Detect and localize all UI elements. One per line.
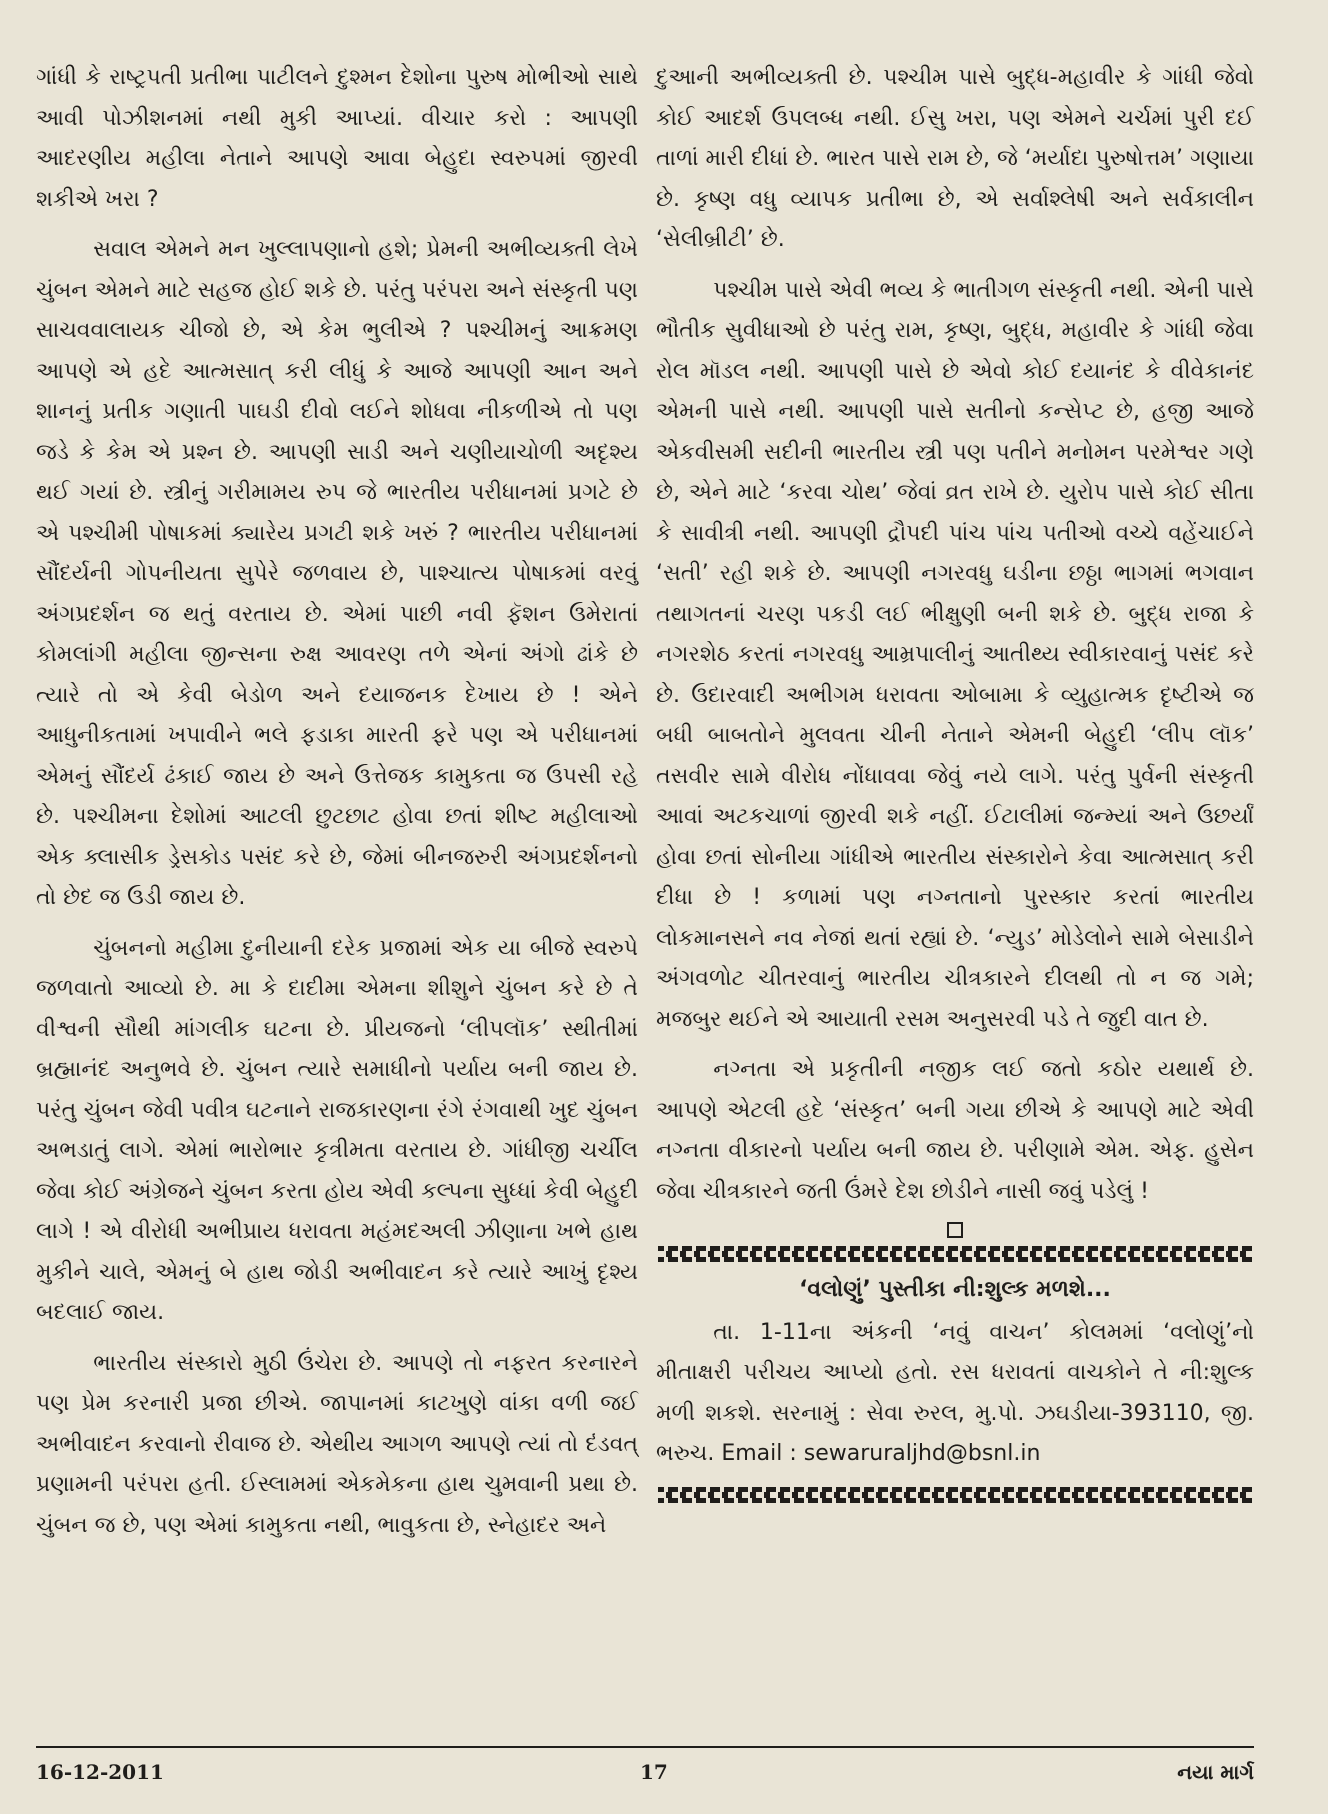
page-number: 17 [640, 1760, 668, 1784]
issue-date: 16-12-2011 [36, 1760, 164, 1784]
right-column [656, 58, 1254, 1503]
paragraph: સવાલ એમને મન ખુલ્લાપણાનો હશે; પ્રેમની અભીવ્યક્તી લેખે ચુંબન એમને માટે સહજ હોઈ શકે છે. પરંતુ પરંપરા અને સંસ્કૃતી પણ સાચવવાલાયક ચીજો છે, એ કેમ ભુલીએ ? પશ્ચીમનું આક્રમણ આપણે એ હદે આત્મસાત્ કરી લીધું કે આજે આપણી આન અને શાનનું પ્રતીક ગણાતી પાઘડી દીવો લઈને શોધવા નીકળીએ તો પણ જડે કે કેમ એ પ્રશ્ન છે. આપણી સાડી અને ચણીયાચોળી અદૃશ્ય થઈ ગયાં છે. સ્ત્રીનું ગરીમામય રુપ જે ભારતીય પરીધાનમાં પ્રગટે છે એ પશ્ચીમી પોષાકમાં ક્યારેય પ્રગટી શકે ખરું ? ભારતીય પરીધાનમાં સૌંદર્યની ગોપનીયતા સુપેરે જળવાય છે, પાશ્ચાત્ય પોષાકમાં વરવું અંગપ્રદર્શન જ થતું વરતાય છે. એમાં પાછી નવી ફૅશન ઉમેરાતાં કોમલાંગી મહીલા જીન્સના રુક્ષ આવરણ તળે એનાં અંગો ઢાંકે છે ત્યારે તો એ કેવી બેડોળ અને દયાજનક દેખાય છે ! એને આધુનીકતામાં ખપાવીને ભલે ફડાકા મારતી ફરે પણ એ પરીધાનમાં એમનું સૌંદર્ય ઢંકાઈ જાય છે અને ઉત્તેજક કામુકતા જ ઉપસી રહે છે. પશ્ચીમના દેશોમાં આટલી છુટછાટ હોવા છતાં શીષ્ટ મહીલાઓ એક ક્લાસીક ડ્રેસકોડ પસંદ કરે છે, જેમાં બીનજરુરી અંગપ્રદર્શનનો તો છેદ જ ઉડી જાય છે. [36, 237, 638, 910]
paragraph: નગ્નતા એ પ્રકૃતીની નજીક લઈ જતો કઠોર યથાર્થ છે. આપણે એટલી હદે ‘સંસ્કૃત’ બની ગયા છીએ કે આપણે માટે એવી નગ્નતા વીકારનો પર્યાય બની જાય છે. પરીણામે એમ. એફ. હુસેન જેવા ચીત્રકારને જતી ઉંમરે દેશ છોડીને નાસી જવું પડેલું ! [656, 1057, 1254, 1204]
paragraph: દુઆની અભીવ્યક્તી છે. પશ્ચીમ પાસે બુદ્ધ-મહાવીર કે ગાંધી જેવો કોઈ આદર્શ ઉપલબ્ધ નથી. ઈસુ ખરા, પણ એમને ચર્ચમાં પુરી દઈ તાળાં મારી દીધાં છે. ભારત પાસે રામ છે, જે ‘મર્યાદા પુરુષોત્તમ’ ગણાયા છે. કૃષ્ણ વધુ વ્યાપક પ્રતીભા છે, એ સર્વાશ્લેષી અને સર્વકાલીન ‘સેલીબ્રીટી’ છે. [656, 65, 1254, 252]
divider-strip [658, 1246, 1252, 1262]
footer-rule [36, 1746, 1254, 1748]
notice-title: ‘વલોણું’ પુસ્તીકા ની:શુલ્ક મળશે... [799, 1277, 1111, 1302]
divider-strip [658, 1487, 1252, 1503]
left-column [36, 58, 638, 1556]
paragraph: ભારતીય સંસ્કારો મુઠી ઉંચેરા છે. આપણે તો નફરત કરનારને પણ પ્રેમ કરનારી પ્રજા છીએ. જાપાનમાં કાટખુણે વાંકા વળી જઈ અભીવાદન કરવાનો રીવાજ છે. એથીય આગળ આપણે ત્યાં તો દંડવત્ પ્રણામની પરંપરા હતી. ઈસ્લામમાં એકમેકના હાથ ચુમવાની પ્રથા છે. ચુંબન જ છે, પણ એમાં કામુકતા નથી, ભાવુકતા છે, સ્નેહાદર અને [36, 1350, 638, 1538]
paragraph: ગાંધી કે રાષ્ટ્રપતી પ્રતીભા પાટીલને દુશ્મન દેશોના પુરુષ મોભીઓ સાથે આવી પોઝીશનમાં નથી મુકી આપ્યાં. વીચાર કરો : આપણી આદરણીય મહીલા નેતાને આપણે આવા બેહુદા સ્વરુપમાં જીરવી શકીએ ખરા ? [36, 65, 638, 212]
notice-body: તા. 1-11ના અંકની ‘નવું વાચન’ કોલમમાં ‘વલોણું’નો મીતાક્ષરી પરીચય આપ્યો હતો. રસ ધરાવતાં વાચકોને તે ની:શુલ્ક મળી શકશે. સરનામું : સેવા રુરલ, મુ.પો. ઝઘડીયા-393110, જી. ભરુચ. Email : sewaruraljhd@bsnl.in [656, 1319, 1254, 1466]
page-footer [36, 1760, 1254, 1790]
article-end-square-icon [947, 1222, 963, 1238]
magazine-name: નયા માર્ગ [1177, 1760, 1254, 1784]
paragraph: પશ્ચીમ પાસે એવી ભવ્ય કે ભાતીગળ સંસ્કૃતી નથી. એની પાસે ભૌતીક સુવીધાઓ છે પરંતુ રામ, કૃષ્ણ, બુદ્ધ, મહાવીર કે ગાંધી જેવા રોલ મૉડલ નથી. આપણી પાસે છે એવો કોઈ દયાનંદ કે વીવેકાનંદ એમની પાસે નથી. આપણી પાસે સતીનો કન્સેપ્ટ છે, હજી આજે એકવીસમી સદીની ભારતીય સ્ત્રી પણ પતીને મનોમન પરમેશ્વર ગણે છે, એને માટે ‘કરવા ચોથ’ જેવાં વ્રત રાખે છે. યુરોપ પાસે કોઈ સીતા કે સાવીત્રી નથી. આપણી દ્રૌપદી પાંચ પાંચ પતીઓ વચ્ચે વહેંચાઈને ‘સતી’ રહી શકે છે. આપણી નગરવધુ ઘડીના છઠ્ઠા ભાગમાં ભગવાન તથાગતનાં ચરણ પકડી લઈ ભીક્ષુણી બની શકે છે. બુદ્ધ રાજા કે નગરશેઠ કરતાં નગરવધુ આમ્રપાલીનું આતીથ્ય સ્વીકારવાનું પસંદ કરે છે. ઉદારવાદી અભીગમ ધરાવતા ઓબામા કે વ્યુહાત્મક દૃષ્ટીએ જ બધી બાબતોને મુલવતા ચીની નેતાને એમની બેહુદી ‘લીપ લૉક’ તસવીર સામે વીરોધ નોંધાવવા જેવું નયે લાગે. પરંતુ પુર્વની સંસ્કૃતી આવાં અટકચાળાં જીરવી શકે નહીં. ઈટાલીમાં જન્મ્યાં અને ઉછર્યાં હોવા છતાં સોનીયા ગાંધીએ ભારતીય સંસ્કારોને કેવા આત્મસાત્ કરી દીધા છે ! કળામાં પણ નગ્નતાનો પુરસ્કાર કરતાં ભારતીય લોકમાનસને નવ નેજાં થતાં રહ્યાં છે. ‘ન્યુડ’ મોડેલોને સામે બેસાડીને અંગવળોટ ચીતરવાનું ભારતીય ચીત્રકારને દીલથી તો ન જ ગમે; મજબુર થઈને એ આયાતી રસમ અનુસરવી પડે તે જુદી વાત છે. [656, 277, 1254, 1032]
paragraph: ચુંબનનો મહીમા દુનીયાની દરેક પ્રજામાં એક યા બીજે સ્વરુપે જળવાતો આવ્યો છે. મા કે દાદીમા એમના શીશુને ચુંબન કરે છે તે વીશ્વની સૌથી માંગલીક ઘટના છે. પ્રીયજનો ‘લીપલૉક’ સ્થીતીમાં બ્રહ્માનંદ અનુભવે છે. ચુંબન ત્યારે સમાધીનો પર્યાય બની જાય છે. પરંતુ ચુંબન જેવી પવીત્ર ઘટનાને રાજકારણના રંગે રંગવાથી ખુદ ચુંબન અભડાતું લાગે. એમાં ભારોભાર કૃત્રીમતા વરતાય છે. ગાંધીજી ચર્ચીલ જેવા કોઈ અંગ્રેજને ચુંબન કરતા હોય એવી કલ્પના સુધ્ધાં કેવી બેહુદી લાગે ! એ વીરોધી અભીપ્રાય ધરાવતા મહંમદઅલી ઝીણાના ખભે હાથ મુકીને ચાલે, એમનું બે હાથ જોડી અભીવાદન કરે ત્યારે આખું દૃશ્ય બદલાઈ જાય. [36, 935, 638, 1325]
